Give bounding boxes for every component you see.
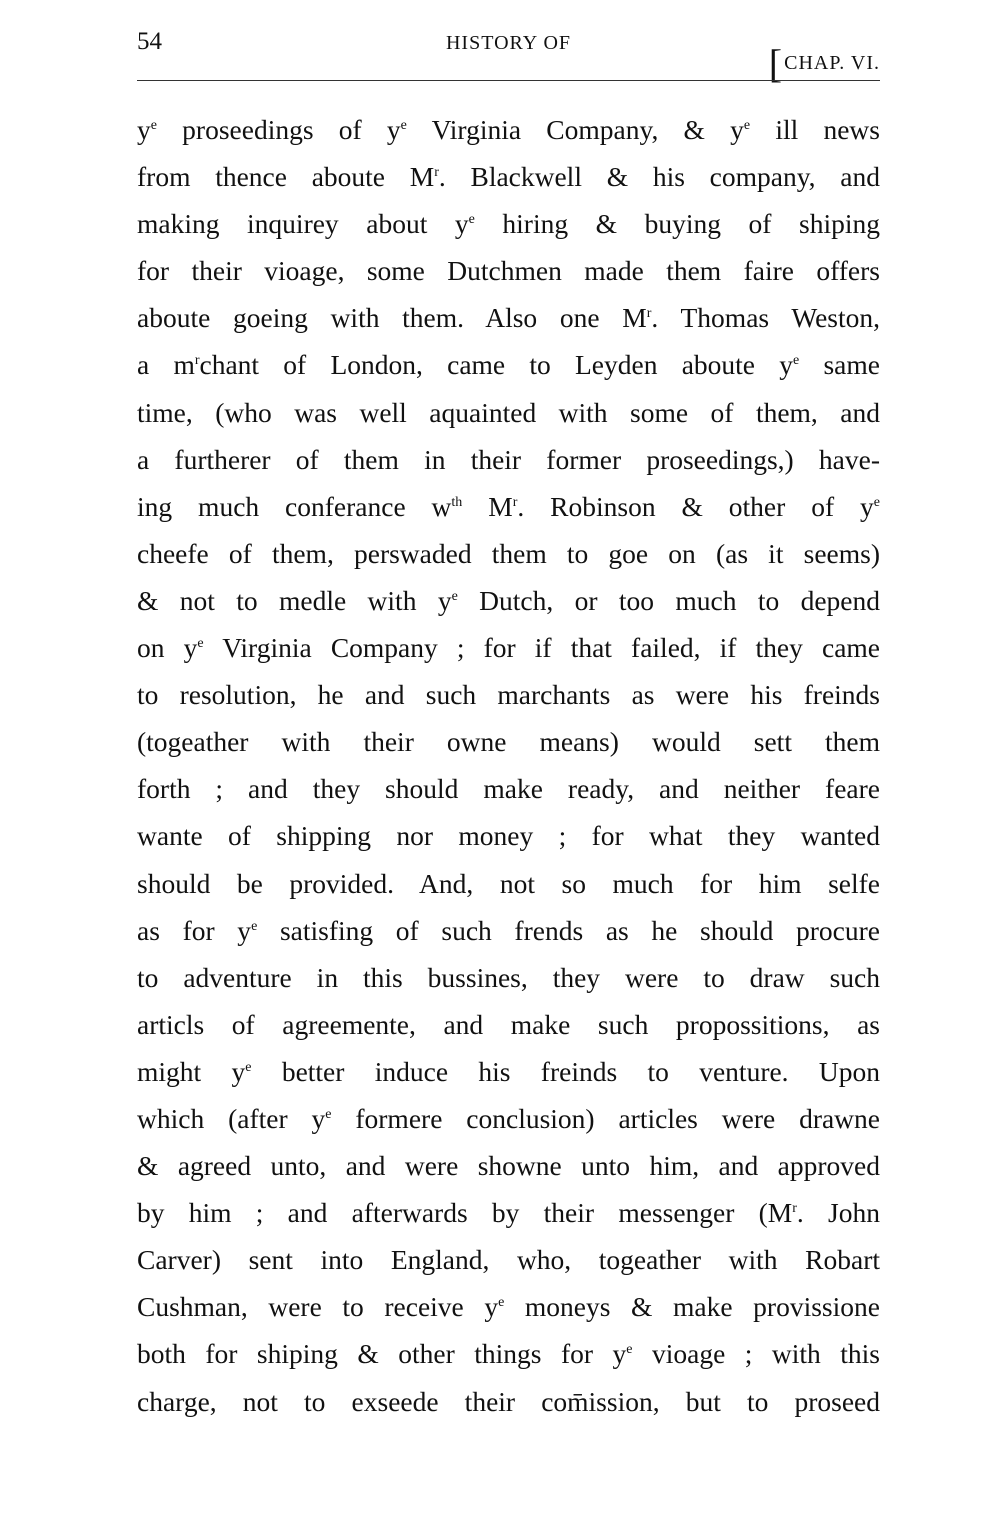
text-line [137,436,880,483]
superscript: e [245,1059,252,1075]
superscript: r [792,1201,797,1217]
text-segment: forth ; and they should make ready, and neither feare [137,773,880,805]
text-segment: both for shiping & other things for y [137,1338,627,1370]
text-line [137,1001,880,1048]
superscript: e [468,212,475,228]
text-segment: M [462,490,513,522]
chapter-text: CHAP. VI. [784,52,880,74]
text-segment: which (after y [137,1102,326,1134]
text-line [137,812,880,859]
text-line [137,1378,880,1425]
superscript: e [197,636,204,652]
text-line [137,1095,880,1142]
text-segment: on y [137,632,198,664]
text-line [137,718,880,765]
text-segment: ing much conferance w [137,490,452,522]
superscript: e [451,588,458,604]
text-segment: Virginia Company, & y [406,114,744,145]
chapter-label: [CHAP. VI. [768,41,880,86]
header-rule [137,80,880,81]
text-segment: making inquirey about y [137,208,469,240]
text-line [137,765,880,812]
running-header [137,28,880,86]
text-segment: by him ; and afterwards by their messenger (M [137,1197,793,1229]
text-segment: (togeather with their owne means) would sett them [137,726,880,758]
text-segment: y [137,114,151,145]
text-line [137,530,880,577]
text-segment: time, (who was well aquainted with some of them, and [137,396,880,428]
superscript: e [150,118,157,133]
running-title: HISTORY OF [445,32,572,54]
text-segment: as for y [137,914,252,946]
text-line [137,483,880,530]
text-segment: Carver) sent into England, who, togeather with Robart [137,1244,880,1276]
text-line [137,1236,880,1283]
text-line [137,294,880,341]
superscript: e [400,118,407,133]
text-segment: to resolution, he and such marchants as were his freinds [137,679,880,711]
text-segment: might y [137,1055,246,1087]
text-segment: better induce his freinds to venture. Upon [251,1055,881,1087]
text-segment: to adventure in this bussines, they were to draw such [137,961,880,993]
text-line [137,389,880,436]
page-number: 54 [137,28,162,55]
superscript: e [251,918,258,934]
text-segment: & not to medle with y [137,584,452,616]
text-segment: & agreed unto, and were showne unto him, and approved [137,1150,880,1182]
superscript: e [873,494,880,510]
text-line [137,153,880,200]
text-line [137,1283,880,1330]
text-segment: wante of shipping nor money ; for what they wanted [137,820,880,852]
text-line [137,200,880,247]
text-line [137,341,880,388]
text-line [137,624,880,671]
text-segment: satisfing of such frends as he should procure [257,914,880,946]
text-segment: same [799,349,880,381]
superscript: r [512,494,518,510]
text-line [137,106,880,153]
text-segment: . Blackwell & his company, and [438,161,880,193]
superscript: e [498,1295,505,1311]
text-segment: a m [137,349,195,381]
text-segment: formere conclusion) articles were drawne [331,1102,880,1134]
text-segment: chant of London, came to Leyden aboute y [199,349,794,381]
text-line [137,671,880,718]
text-segment: Dutch, or too much to depend [457,584,880,616]
text-segment: charge, not to exseede their com̄ission, but to proseed [137,1385,880,1417]
text-line [137,860,880,907]
text-segment: cheefe of them, perswaded them to goe on (as it seems) [137,537,880,569]
text-segment: ill news [750,114,880,145]
text-line [137,907,880,954]
text-segment: Virginia Company ; for if that failed, if they came [203,632,881,664]
text-line [137,1330,880,1377]
text-segment: . Robinson & other of y [517,490,874,522]
text-segment: moneys & make provissione [504,1291,880,1323]
superscript: r [434,165,439,181]
text-line [137,1048,880,1095]
text-line [137,1189,880,1236]
text-line [137,954,880,1001]
text-segment: should be provided. And, not so much for him selfe [137,867,880,899]
text-segment: . John [796,1197,880,1229]
superscript: e [325,1106,332,1122]
text-line [137,577,880,624]
superscript: r [646,306,652,322]
text-segment: articls of agreemente, and make such propossitions, as [137,1008,880,1040]
text-segment: . Thomas Weston, [651,302,880,334]
text-line [137,247,880,294]
text-segment: a furtherer of them in their former proseedings,) have- [137,443,880,475]
text-line [137,1142,880,1189]
text-segment: hiring & buying of shiping [474,208,880,240]
superscript: r [194,353,200,369]
text-segment: Cushman, were to receive y [137,1291,499,1323]
text-segment: aboute goeing with them. Also one M [137,302,647,334]
text-segment: for their vioage, some Dutchmen made them faire offers [137,255,880,287]
text-segment: proseedings of y [156,114,401,145]
superscript: e [743,118,751,133]
page-body-text [137,106,880,1425]
superscript: e [793,353,800,369]
superscript: e [626,1342,633,1358]
superscript: th [451,494,463,510]
text-segment: from thence aboute M [137,161,435,193]
text-segment: vioage ; with this [632,1338,880,1370]
